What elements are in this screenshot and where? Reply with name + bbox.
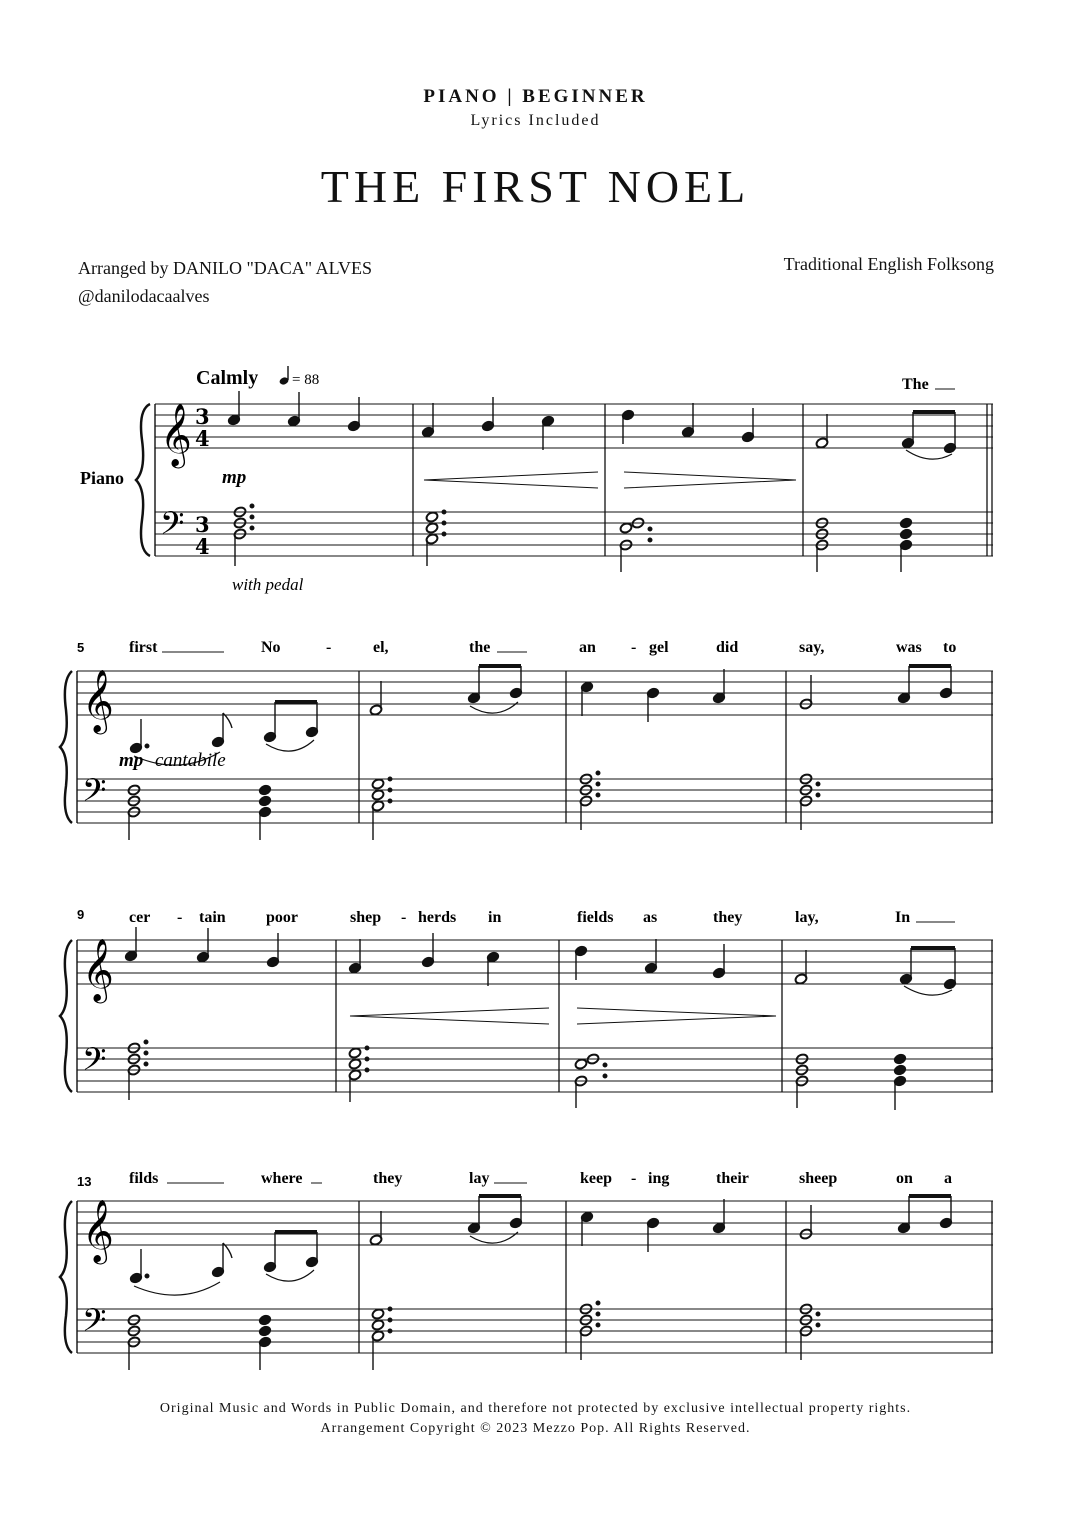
treble-notes-s1 [227,391,957,459]
arranger-name: Arranged by DANILO "DACA" ALVES [78,258,373,278]
level-label: PIANO | BEGINNER [423,86,648,107]
lyric: on [896,1170,913,1187]
treble-clef-icon: 𝄞 [82,1199,114,1262]
lyric: - [401,909,407,926]
tempo-word: Calmly [196,367,259,389]
bass-clef-icon: 𝄢 [82,1302,107,1346]
lyric: - [631,639,637,656]
arranger-handle: @danilodacaalves [78,286,210,306]
time-signature-bottom-top: 3 [195,512,210,537]
lyric: fields [577,909,614,926]
lyric: - [177,909,183,926]
lyric-pickup: The [902,376,929,393]
grand-staff-brace [60,940,72,1092]
treble-clef-icon: 𝄞 [160,403,192,466]
lyric: did [716,639,739,656]
copyright-footer [0,1399,1071,1439]
tempo-value: = 88 [292,372,320,388]
bass-chords-s4 [127,1301,820,1370]
bass-chords-s2 [127,771,820,840]
lyric: cer [129,909,151,926]
lyric: gel [649,639,669,656]
system-2 [60,639,993,840]
time-signature-top: 3 [195,404,210,429]
treble-clef-icon: 𝄞 [82,938,114,1001]
grand-staff-brace [60,671,72,823]
cantabile-marking: cantabile [155,750,226,771]
dynamic-mp-1: mp [222,467,247,488]
lyric: as [643,909,658,926]
lyric: No [261,639,281,656]
lyrics-note: Lyrics Included [470,112,601,129]
lyric: herds [418,909,457,926]
lyric: - [631,1170,637,1187]
time-signature-bottom-bottom: 4 [195,534,210,559]
lyric: lay [469,1170,490,1187]
lyric: first [129,639,158,656]
lyric: was [896,639,922,656]
treble-notes-s4 [129,1196,953,1295]
lyric: the [469,639,491,656]
system-3 [60,907,993,1110]
lyric: where [261,1170,303,1187]
bass-chords-s3 [127,1040,907,1110]
measure-number-9: 9 [77,907,85,922]
system-1 [80,366,993,594]
instrument-label: Piano [80,468,125,488]
lyric: sheep [799,1170,838,1187]
lyric: they [713,909,743,926]
piece-title: THE FIRST NOEL [320,161,751,212]
pedal-marking: with pedal [232,575,304,594]
lyric: lay, [795,909,819,926]
dynamic-mp-2: mp [119,750,144,771]
lyric: an [579,639,596,656]
crescendo-hairpin [424,472,796,488]
lyric: to [943,639,957,656]
lyric: tain [199,909,226,926]
lyric: In [895,909,911,926]
lyric: they [373,1170,403,1187]
lyric: shep [350,909,382,926]
lyric: their [716,1170,749,1187]
treble-notes-s3 [124,927,957,995]
lyric: - [326,639,332,656]
grand-staff-brace [60,1201,72,1353]
measure-number-13: 13 [77,1174,92,1189]
lyric: ing [648,1170,670,1187]
treble-notes-s2 [129,666,953,765]
lyric: filds [129,1170,159,1187]
crescendo-hairpin [350,1008,776,1024]
lyric: say, [799,639,825,656]
bass-clef-icon: 𝄢 [82,1041,107,1085]
footer-line-2: Arrangement Copyright © 2023 Mezzo Pop. All Rights Reserved. [320,1421,751,1436]
lyric: a [944,1170,952,1187]
measure-number-5: 5 [77,640,85,655]
time-signature-bottom: 4 [195,426,210,451]
bass-clef-icon: 𝄢 [82,772,107,816]
treble-clef-icon: 𝄞 [82,669,114,732]
bass-clef-icon: 𝄢 [160,505,185,549]
grand-staff-brace [136,404,150,556]
system-4 [60,1170,993,1370]
composer-credit: Traditional English Folksong [783,254,994,274]
bass-chords-s1 [233,504,913,572]
lyric: keep [580,1170,612,1187]
lyric: in [488,909,502,926]
footer-line-1: Original Music and Words in Public Domain, and therefore not protected by exclusive intellectual property rights. [159,1401,912,1416]
lyric: poor [266,909,298,926]
lyric: el, [373,639,389,656]
